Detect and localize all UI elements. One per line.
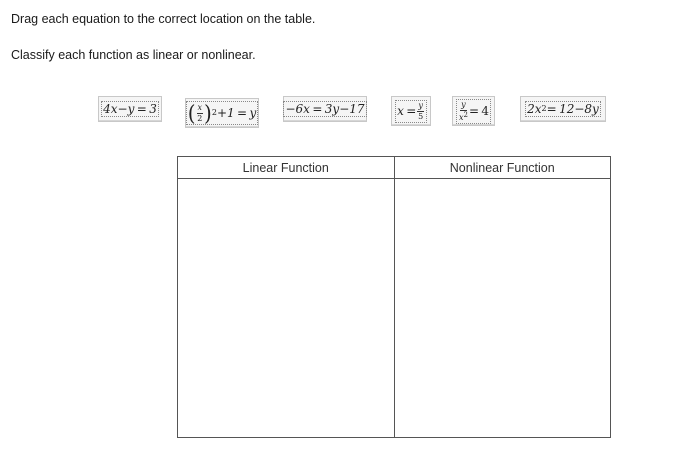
instruction-classify: Classify each function as linear or nonlinear. [11,48,256,62]
equation-lhs: 2x [527,102,542,116]
linear-column [178,157,394,437]
nonlinear-column [394,157,611,437]
fraction: $\frac{y}{x2}$ [458,99,468,122]
equation-rhs: = 4 [468,104,490,118]
equation-tile-2[interactable] [185,98,259,128]
equation-text: −6x = 3y−17 [285,102,365,116]
equation-rhs: = 12−8y [546,102,599,116]
equation-text: 4x−y = 3 [103,102,157,116]
equation-tile-5[interactable] [452,96,495,126]
equation-tile-6[interactable] [520,96,606,122]
nonlinear-header: Nonlinear Function [395,157,611,179]
right-paren: ) [204,100,212,126]
left-paren: ( [187,100,196,126]
fraction: $\frac{y}{5}$ [418,100,424,121]
equation-tile-4[interactable] [391,96,431,126]
linear-header: Linear Function [178,157,394,179]
linear-drop-zone[interactable] [178,179,394,437]
instruction-drag: Drag each equation to the correct location on the table. [11,12,316,26]
equation-rest: +1 = y [216,106,257,120]
exponent: 2 [211,108,217,117]
classification-table [177,156,611,438]
nonlinear-drop-zone[interactable] [395,179,611,437]
equation-tile-1[interactable] [98,96,162,122]
equation-tile-3[interactable] [283,96,367,122]
fraction: $\frac{x}{2}$ [197,102,203,123]
exponent: 2 [541,104,547,113]
equation-lhs: x = [397,104,417,118]
